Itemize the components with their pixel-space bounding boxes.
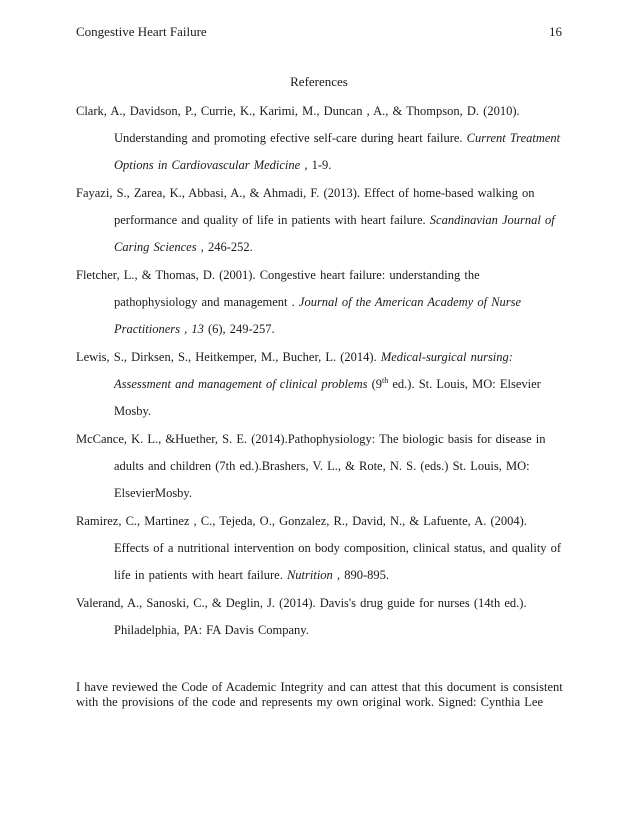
reference-source: Scandinavian Journal of Caring Sciences — [114, 213, 555, 254]
reference-details: , 1-9. — [300, 158, 332, 172]
reference-details: (6), 249-257. — [203, 322, 275, 336]
reference-title: and management . — [197, 295, 299, 309]
reference-fayazi — [76, 180, 566, 261]
reference-details-pre: (9 — [367, 377, 383, 391]
reference-authors: Clark, A., Davidson, P., Currie, K., Karimi, M., Duncan , A., & Thompson, D. (2010). — [76, 104, 520, 118]
reference-fletcher — [76, 262, 566, 343]
reference-authors: Fayazi, S., Zarea, K., Abbasi, A., & Ahmadi, F. (2013). Effect of home-based walking on — [76, 186, 535, 200]
running-head: Congestive Heart Failure — [76, 24, 207, 39]
reference-title: Understanding and promoting efective self-care during heart failure. — [114, 131, 467, 145]
reference-title: performance and quality of life in patients with heart failure. — [114, 213, 430, 227]
page-number: 16 — [549, 24, 562, 39]
reference-valerand — [76, 590, 566, 644]
reference-ramirez — [76, 508, 566, 589]
reference-authors: Lewis, S., Dirksen, S., Heitkemper, M., Bucher, L. (2014). — [76, 350, 381, 364]
reference-source: Medical-surgical nursing: Assessment and management of clinical problems — [114, 350, 513, 391]
reference-mccance — [76, 426, 566, 507]
reference-title: of a nutritional intervention on body composition, clinical status, and quality of life in patients with heart failure. — [114, 541, 562, 582]
reference-source: Journal of the American Academy of Nurse Practitioners , 13 — [114, 295, 522, 336]
reference-text: McCance, K. L., &Huether, S. E. (2014).Pathophysiology: The biologic basis for disease in adults and children (7th ed.).Brashers, V. L., & Rote, N. S. (eds.) St. Louis, MO: ElsevierMosby. — [76, 432, 546, 500]
reference-source: Nutrition — [286, 568, 333, 582]
reference-authors: Ramirez, C., Martinez , C., Tejeda, O., Gonzalez, R., David, N., & Lafuente, A. (2004). Effects — [76, 514, 527, 555]
reference-authors: Fletcher, L., & Thomas, D. (2001). Congestive heart failure: understanding the pathophysiology — [76, 268, 480, 309]
reference-source: Current Treatment Options in Cardiovascular Medicine — [114, 131, 561, 172]
reference-details: , 890-895. — [332, 568, 389, 582]
reference-lewis — [76, 344, 566, 425]
reference-clark — [76, 98, 566, 179]
reference-details: ed.). St. Louis, MO: Elsevier Mosby. — [114, 377, 541, 418]
reference-list — [76, 98, 566, 644]
reference-details: , 246-252. — [196, 240, 253, 254]
reference-superscript: th — [382, 375, 389, 385]
integrity-statement: I have reviewed the Code of Academic Integrity and can attest that this document is consistent with the provisions of the code and represents my own original work. Signed: Cynthia Lee — [76, 680, 563, 709]
reference-text: Valerand, A., Sanoski, C., & Deglin, J. (2014). Davis's drug guide for nurses (14th ed.). Philadelphia, PA: FA Davis Company. — [76, 596, 527, 637]
references-heading: References — [290, 74, 348, 89]
